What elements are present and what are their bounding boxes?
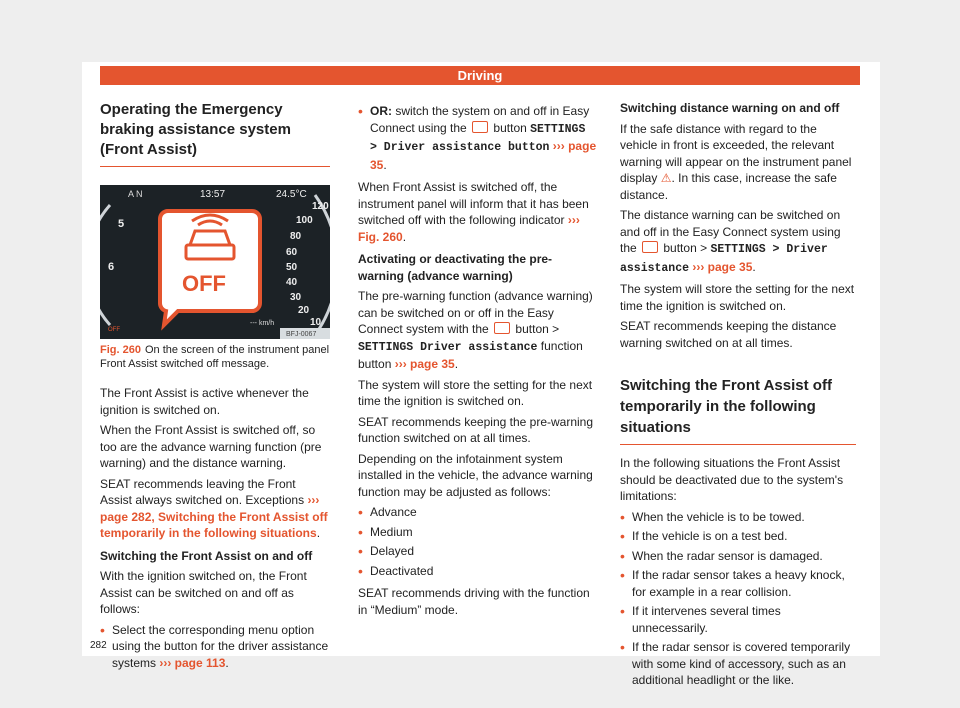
- paragraph: SEAT recommends keeping the pre-warning function switched on at all times.: [358, 414, 594, 445]
- mini-off-label: OFF: [108, 327, 120, 333]
- figure-code: BFJ-0067: [286, 331, 317, 338]
- list-item: • When the vehicle is to be towed.: [620, 509, 856, 526]
- paragraph: SEAT recommends driving with the function in “Medium” mode.: [358, 586, 590, 617]
- dashboard-illustration: [100, 185, 330, 339]
- subheading: Switching the Front Assist on and off: [100, 548, 313, 563]
- left-tick-5: 5: [118, 218, 125, 230]
- section-title-2: Switching the Front Assist off temporarily in the following situations: [620, 369, 856, 445]
- list-item: • When the radar sensor is damaged.: [620, 548, 856, 565]
- list-item: • OR: switch the system on and off in Easy Connect using the button SETTINGS > Driver assistance button ››› page 35.: [358, 103, 598, 173]
- subheading: Activating or deactivating the pre-warning (advance warning): [358, 252, 553, 283]
- tick-80: 80: [290, 231, 302, 242]
- list-item: • If the radar sensor takes a heavy knock, for example in a rear collision.: [620, 567, 856, 600]
- off-label: OFF: [182, 271, 226, 296]
- paragraph: SEAT recommends leaving the Front Assist always switched on. Exceptions ››› page 282, Switching the Front Assist off temporarily in the following situations.: [100, 476, 328, 540]
- figure-label: Fig. 260: [100, 344, 141, 356]
- left-tick-6: 6: [108, 261, 115, 273]
- paragraph: The system will store the setting for the next time the ignition is switched on.: [358, 377, 593, 408]
- page-reference-link[interactable]: ››› page 35: [394, 357, 455, 371]
- instrument-panel-figure: [100, 185, 330, 339]
- paragraph: The pre-warning function (advance warning) can be switched on or off in the Easy Connect system with the button > SETTINGS Driver assistance function button ››› page 35.: [358, 289, 593, 371]
- list-item: • If it intervenes several times unnecessarily.: [620, 603, 856, 636]
- paragraph: Depending on the infotainment system installed in the vehicle, the advance warning function may be adjusted as follows:: [358, 451, 593, 499]
- tick-40: 40: [286, 277, 298, 288]
- tick-100: 100: [296, 215, 313, 226]
- page-reference-link[interactable]: ››› page 113: [159, 655, 226, 670]
- list-item: • Deactivated: [358, 563, 598, 580]
- distance-warning-icon: ⚠: [660, 171, 672, 185]
- page-reference-link[interactable]: ››› page 35: [370, 139, 597, 172]
- speed-unit-label: --- km/h: [250, 320, 275, 327]
- paragraph: The system will store the setting for the next time the ignition is switched on.: [620, 282, 855, 313]
- paragraph: With the ignition switched on, the Front Assist can be switched on and off as follows:: [100, 569, 307, 616]
- gear-label: A: [128, 189, 135, 199]
- cross-reference-link[interactable]: ››› page 282, Switching the Front Assist off temporarily in the following situations: [100, 493, 328, 540]
- warning-bubble: [160, 211, 260, 325]
- list-item: • Delayed: [358, 543, 598, 560]
- section-header: Driving: [100, 66, 860, 85]
- tick-50: 50: [286, 262, 298, 273]
- car-menu-icon: [472, 121, 488, 133]
- paragraph: When Front Assist is switched off, the instrument panel will inform that it has been switched off with the following indicator ››› Fig. 260.: [358, 180, 589, 244]
- caption-text: On the screen of the instrument panel Front Assist switched off message.: [100, 344, 330, 370]
- paragraph: The distance warning can be switched on and off in the Easy Connect system using the button > SETTINGS > Driver assistance ››› page 35.: [620, 208, 841, 275]
- tick-120: 120: [312, 201, 329, 212]
- column-2: [358, 100, 598, 622]
- subheading: Switching distance warning on and off: [620, 101, 840, 115]
- paragraph: The Front Assist is active whenever the ignition is switched on.: [100, 386, 309, 417]
- tick-60: 60: [286, 247, 298, 258]
- figure-caption: [100, 343, 330, 371]
- paragraph: When the Front Assist is switched off, so too are the advance warning function (pre warning) and the distance warning.: [100, 423, 322, 470]
- section-title: Operating the Emergency braking assistance system (Front Assist): [100, 100, 330, 167]
- column-1: [100, 100, 330, 674]
- clock-label: 13:57: [200, 189, 226, 200]
- page-number: 282: [90, 640, 107, 651]
- car-menu-icon: [642, 241, 658, 253]
- list-item: • If the vehicle is on a test bed.: [620, 528, 856, 545]
- paragraph: In the following situations the Front Assist should be deactivated due to the system's limitations:: [620, 456, 844, 503]
- tick-10: 10: [310, 317, 322, 328]
- page-reference-link[interactable]: ››› page 35: [692, 259, 753, 274]
- car-menu-icon: [494, 322, 510, 334]
- list-item: • Select the corresponding menu option using the button for the driver assistance systems ››› page 113.: [100, 622, 330, 672]
- figure-reference-link[interactable]: ››› Fig. 260: [358, 213, 580, 244]
- list-item: • If the radar sensor is covered temporarily with some kind of accessory, such as an additional headlight or the like.: [620, 639, 856, 689]
- paragraph: If the safe distance with regard to the vehicle in front is exceeded, the relevant warning will appear on the instrument panel display ⚠. In this case, increase the safe distance.: [620, 121, 852, 202]
- compass-label: N: [136, 189, 143, 199]
- temperature-label: 24.5°C: [276, 189, 307, 200]
- tick-30: 30: [290, 292, 302, 303]
- list-item: • Advance: [358, 504, 598, 521]
- column-3: [620, 100, 856, 692]
- tick-20: 20: [298, 305, 310, 316]
- list-item: • Medium: [358, 524, 598, 541]
- paragraph: SEAT recommends keeping the distance warning switched on at all times.: [620, 319, 837, 350]
